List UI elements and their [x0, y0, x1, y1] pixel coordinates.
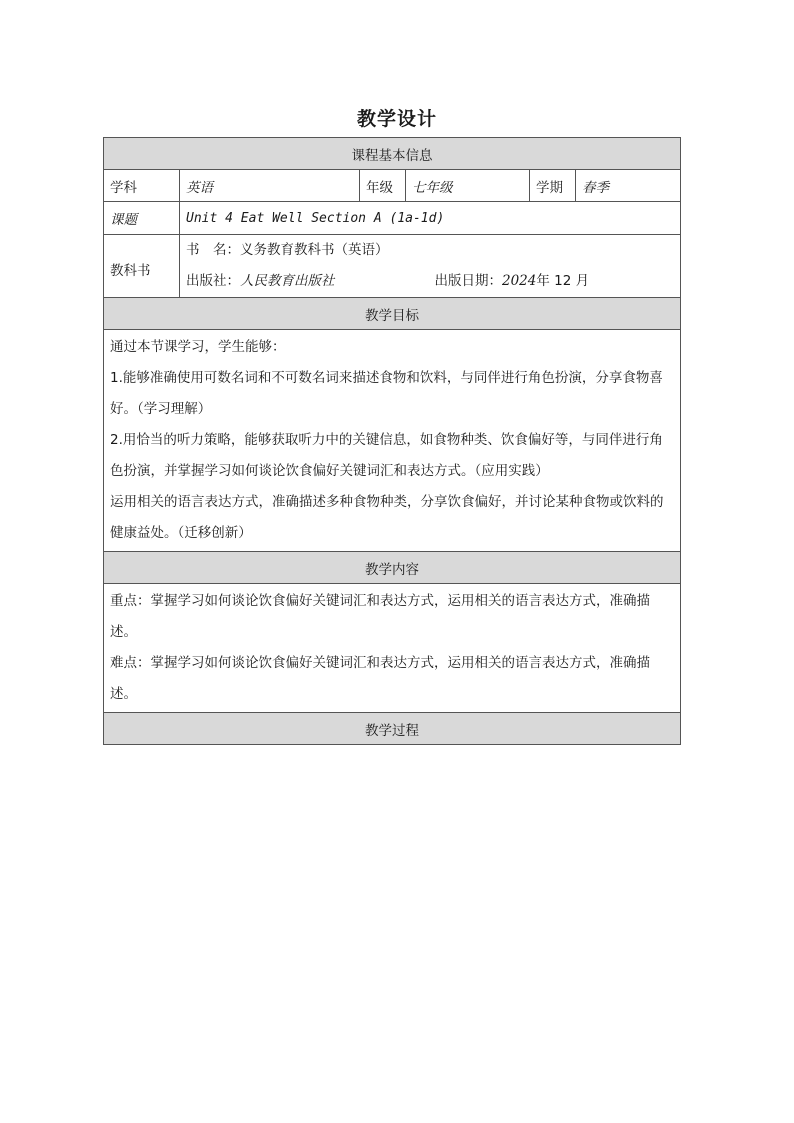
objective-item: 运用相关的语言表达方式，准确描述多种食物种类，分享饮食偏好，并讨论某种食物或饮料的健康益处。（迁移创新） [110, 494, 664, 541]
topic-value: Unit 4 Eat Well Section A (1a-1d) [180, 202, 681, 235]
pub-month: 12 [549, 273, 572, 289]
pub-date-prefix: 出版日期： [434, 273, 502, 289]
publisher-line [186, 266, 674, 297]
objectives-row [104, 330, 681, 552]
content-row [104, 584, 681, 713]
textbook-label: 教科书 [104, 235, 180, 298]
publisher: 人民教育出版社 [240, 273, 335, 289]
objectives-header-row [104, 298, 681, 330]
pub-year: 2024 [502, 273, 537, 289]
content-body [104, 584, 681, 713]
pub-year-unit: 年 [536, 273, 550, 289]
objectives-body [104, 330, 681, 552]
topic-row [104, 202, 681, 235]
objective-item: 2.用恰当的听力策略，能够获取听力中的关键信息，如食物种类、饮食偏好等，与同伴进行角色扮演，并掌握学习如何谈论饮食偏好关键词汇和表达方式。（应用实践） [110, 432, 663, 479]
book-name: 义务教育教科书（英语） [240, 242, 389, 258]
topic-label: 课题 [104, 202, 180, 235]
grade-label: 年级 [360, 170, 406, 202]
book-name-prefix: 书 名： [186, 242, 240, 258]
lesson-plan-table [103, 137, 681, 745]
subject-value: 英语 [180, 170, 360, 202]
term-label: 学期 [530, 170, 576, 202]
book-name-line [186, 235, 674, 266]
term-value: 春季 [576, 170, 681, 202]
process-header-row [104, 713, 681, 745]
content-header-row [104, 552, 681, 584]
subject-label: 学科 [104, 170, 180, 202]
subject-row [104, 170, 681, 202]
difficulty-point: 难点：掌握学习如何谈论饮食偏好关键词汇和表达方式，运用相关的语言表达方式，准确描述。 [110, 655, 650, 702]
objectives-header: 教学目标 [104, 298, 681, 330]
grade-value: 七年级 [406, 170, 530, 202]
objectives-intro: 通过本节课学习，学生能够： [110, 339, 286, 355]
content-header: 教学内容 [104, 552, 681, 584]
textbook-details [180, 235, 681, 298]
textbook-row [104, 235, 681, 298]
process-header: 教学过程 [104, 713, 681, 745]
objective-item: 1.能够准确使用可数名词和不可数名词来描述食物和饮料，与同伴进行角色扮演，分享食物喜好。（学习理解） [110, 370, 663, 417]
publisher-prefix: 出版社： [186, 273, 240, 289]
course-info-header: 课程基本信息 [104, 138, 681, 170]
pub-month-unit: 月 [571, 273, 590, 289]
key-point: 重点：掌握学习如何谈论饮食偏好关键词汇和表达方式，运用相关的语言表达方式，准确描述。 [110, 593, 650, 640]
document-title: 教学设计 [356, 108, 437, 130]
course-info-header-row [104, 138, 681, 170]
